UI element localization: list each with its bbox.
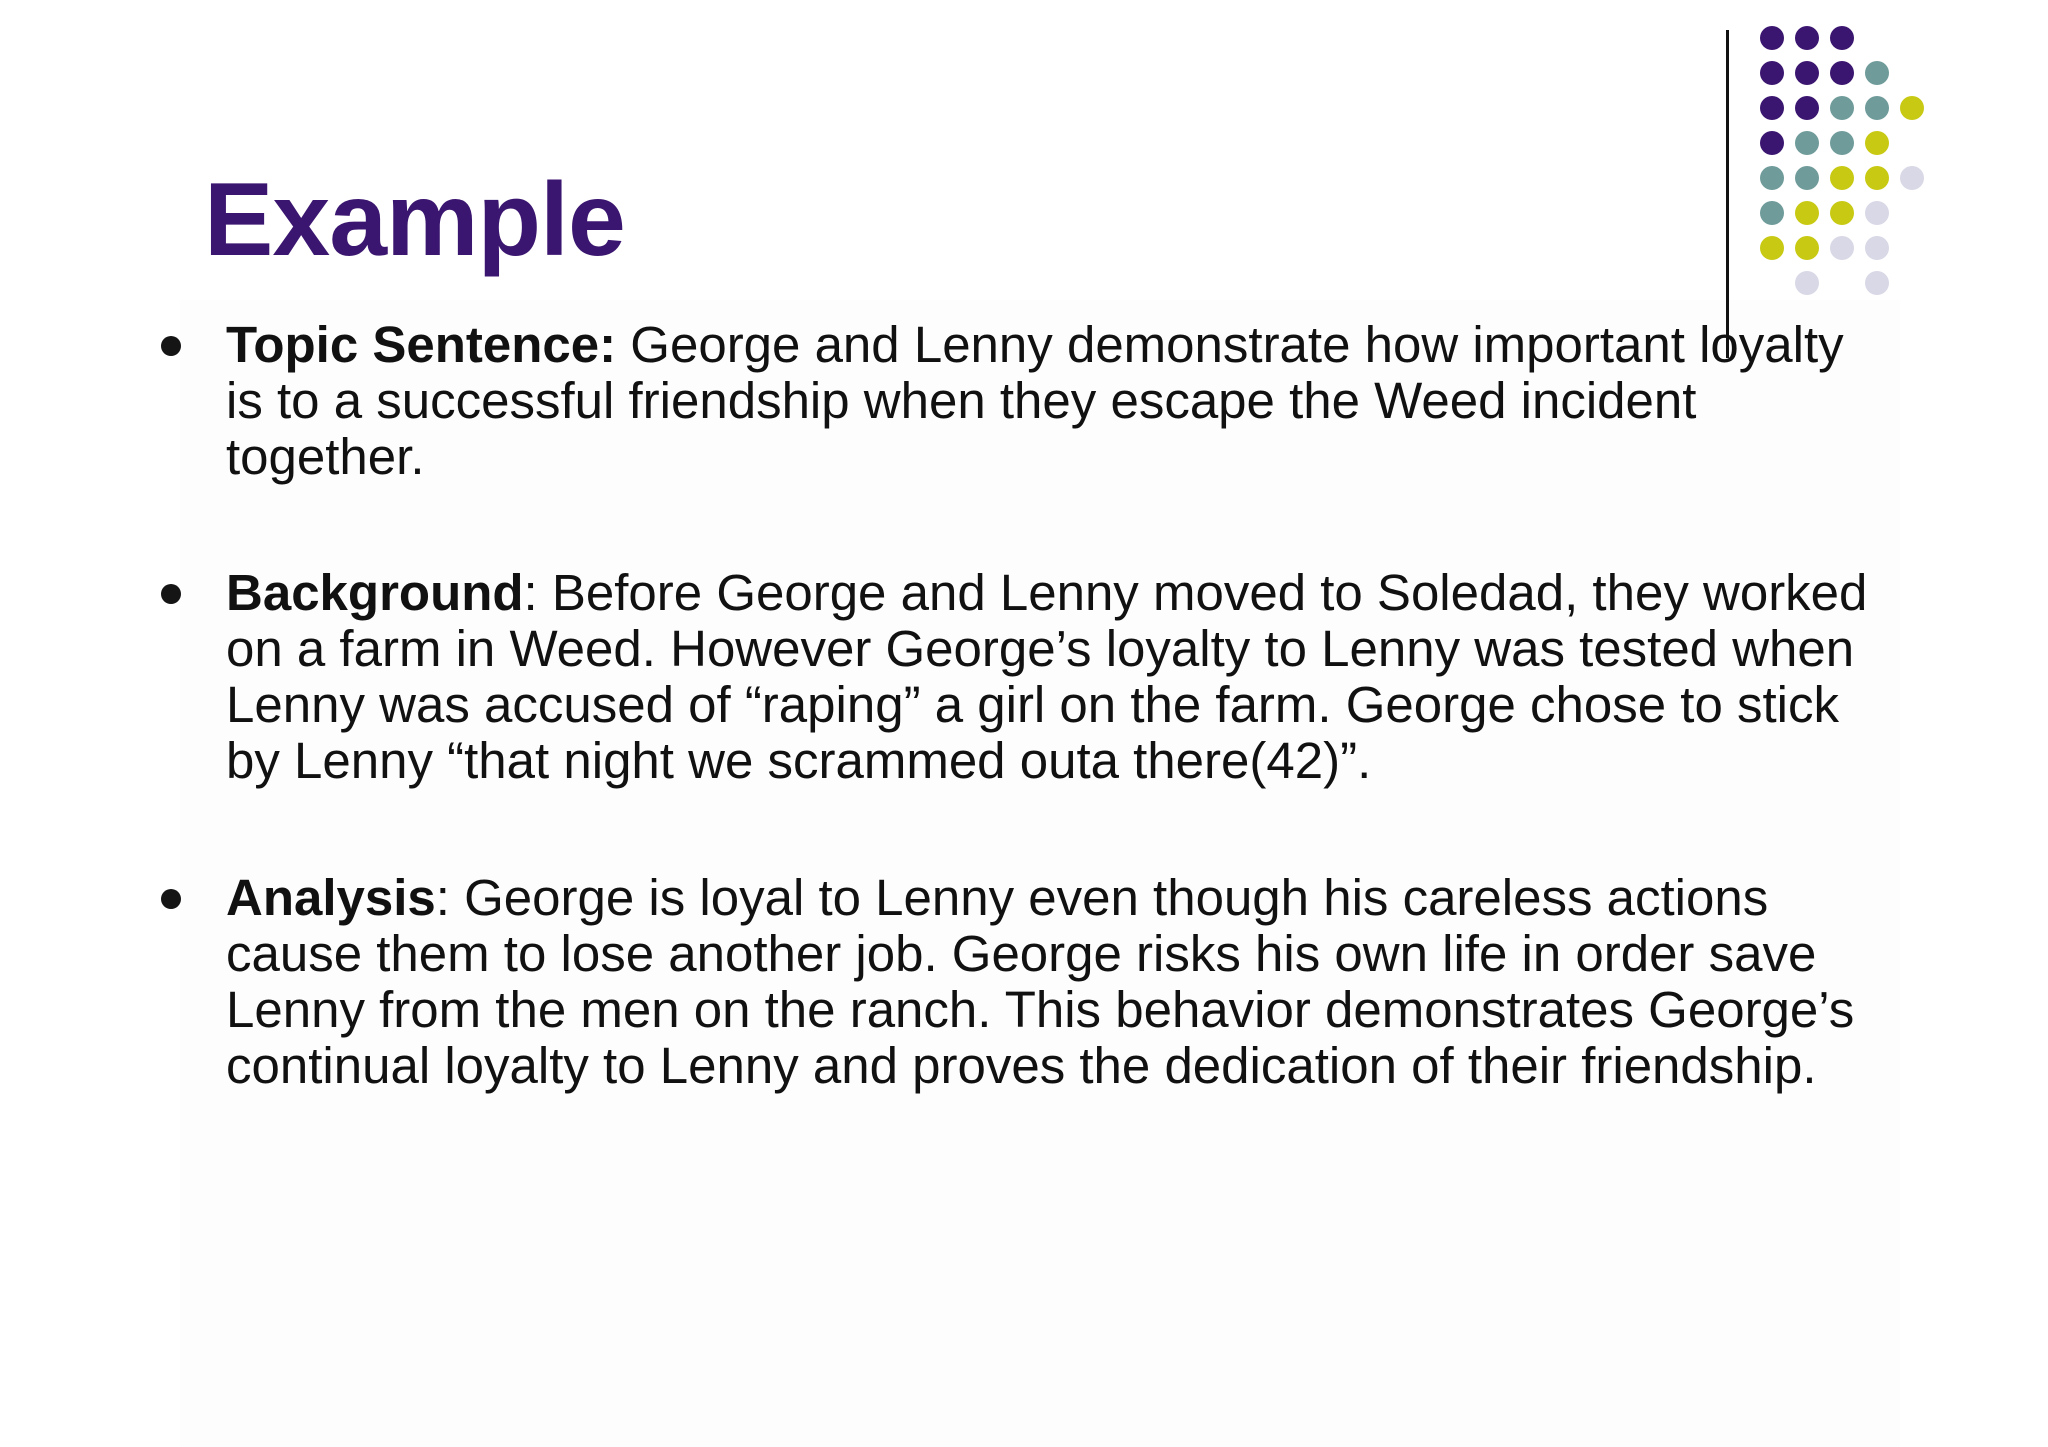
- bullet-body: : Before George and Lenny moved to Soledad, they worked on a farm in Weed. However George’s loyalty to Lenny was tested when Lenny was accused of “raping” a girl on the farm. George chose to stick by Lenny “that night we scrammed outa there(42)”.: [226, 564, 1868, 789]
- bullet-text: [226, 317, 1886, 485]
- bullet-label: Background: [226, 564, 524, 621]
- bullet-label: Analysis: [226, 869, 436, 926]
- bullet-topic-sentence: [226, 317, 1886, 485]
- bullet-marker: [161, 889, 181, 909]
- bullet-text: [226, 565, 1886, 789]
- slide-title: Example: [204, 162, 625, 278]
- bullet-text: [226, 870, 1886, 1094]
- bullet-label: Topic Sentence:: [226, 316, 617, 373]
- bullet-marker: [161, 336, 181, 356]
- bullet-background: [226, 565, 1886, 789]
- bullet-body: : George is loyal to Lenny even though his careless actions cause them to lose another job. George risks his own life in order save Lenny from the men on the ranch. This behavior demonstrates George’s continual loyalty to Lenny and proves the dedication of their friendship.: [226, 869, 1855, 1094]
- bullet-analysis: [226, 870, 1886, 1094]
- bullet-marker: [161, 584, 181, 604]
- bullet-body: George and Lenny demonstrate how important loyalty is to a successful friendship when they escape the Weed incident together.: [226, 316, 1844, 485]
